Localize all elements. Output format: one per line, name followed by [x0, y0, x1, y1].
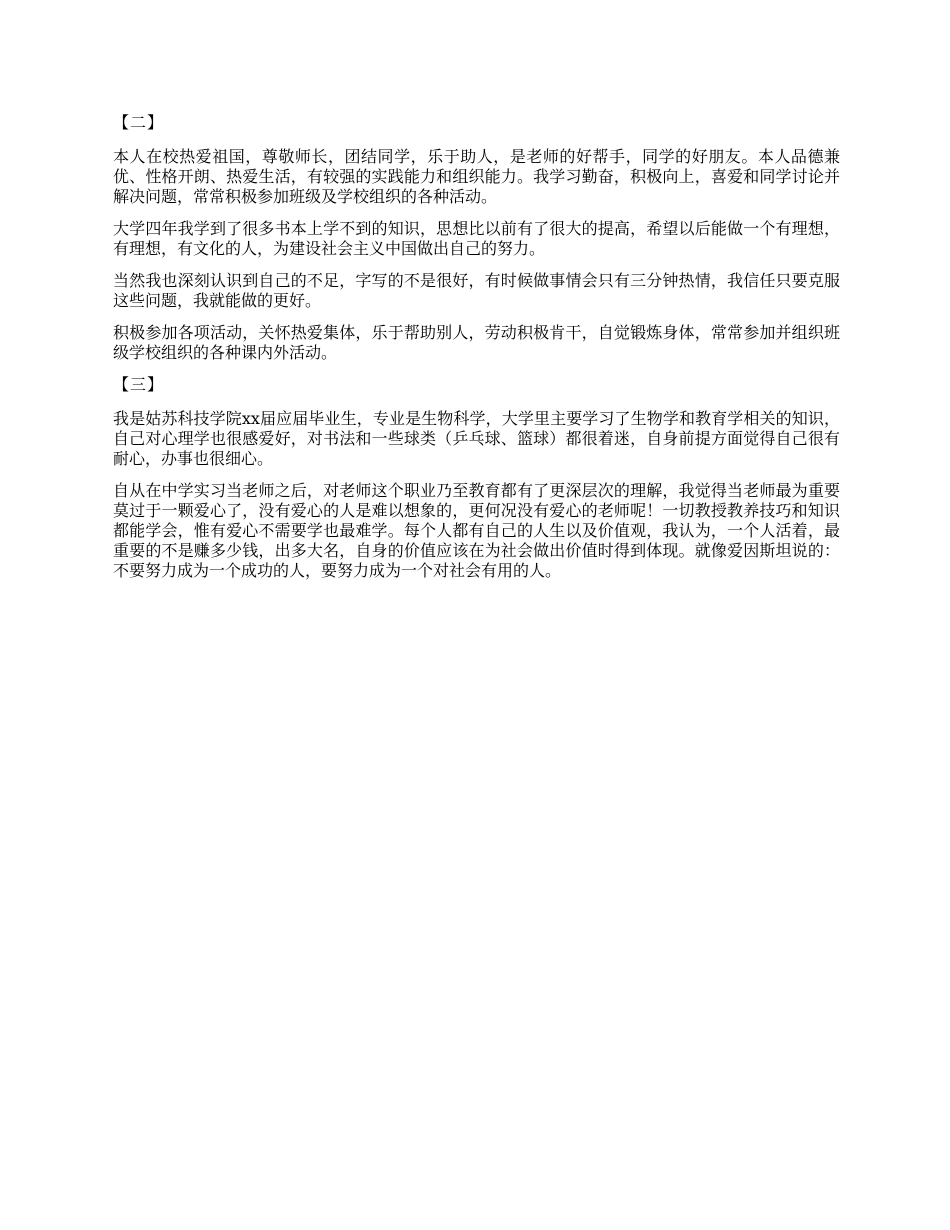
section-three — [113, 375, 840, 581]
paragraph: 本人在校热爱祖国，尊敬师长，团结同学，乐于助人，是老师的好帮手，同学的好朋友。本人品德兼优、性格开朗、热爱生活，有较强的实践能力和组织能力。我学习勤奋，积极向上，喜爱和同学讨论并解决问题，常常积极参加班级及学校组织的各种活动。 — [113, 147, 840, 206]
paragraph: 大学四年我学到了很多书本上学不到的知识，思想比以前有了很大的提高，希望以后能做一个有理想，有理想，有文化的人，为建设社会主义中国做出自己的努力。 — [113, 219, 840, 258]
paragraph: 自从在中学实习当老师之后，对老师这个职业乃至教育都有了更深层次的理解，我觉得当老师最为重要莫过于一颗爱心了，没有爱心的人是难以想象的，更何况没有爱心的老师呢！一切教授教养技巧和知识都能学会，惟有爱心不需要学也最难学。每个人都有自己的人生以及价值观，我认为，一个人活着，最重要的不是赚多少钱，出多大名，自身的价值应该在为社会做出价值时得到体现。就像爱因斯坦说的：不要努力成为一个成功的人，要努力成为一个对社会有用的人。 — [113, 481, 840, 580]
paragraph: 积极参加各项活动，关怀热爱集体，乐于帮助别人，劳动积极肯干，自觉锻炼身体，常常参加并组织班级学校组织的各种课内外活动。 — [113, 323, 840, 362]
section-two — [113, 113, 840, 363]
section-heading: 【二】 — [113, 113, 165, 132]
document-page — [113, 113, 840, 593]
paragraph: 当然我也深刻认识到自己的不足，字写的不是很好，有时候做事情会只有三分钟热情，我信任只要克服这些问题，我就能做的更好。 — [113, 271, 840, 310]
paragraph: 我是姑苏科技学院xx届应届毕业生，专业是生物科学，大学里主要学习了生物学和教育学相关的知识，自己对心理学也很感爱好，对书法和一些球类（乒乓球、篮球）都很着迷，自身前提方面觉得自己很有耐心，办事也很细心。 — [113, 409, 840, 468]
section-heading: 【三】 — [113, 375, 165, 394]
